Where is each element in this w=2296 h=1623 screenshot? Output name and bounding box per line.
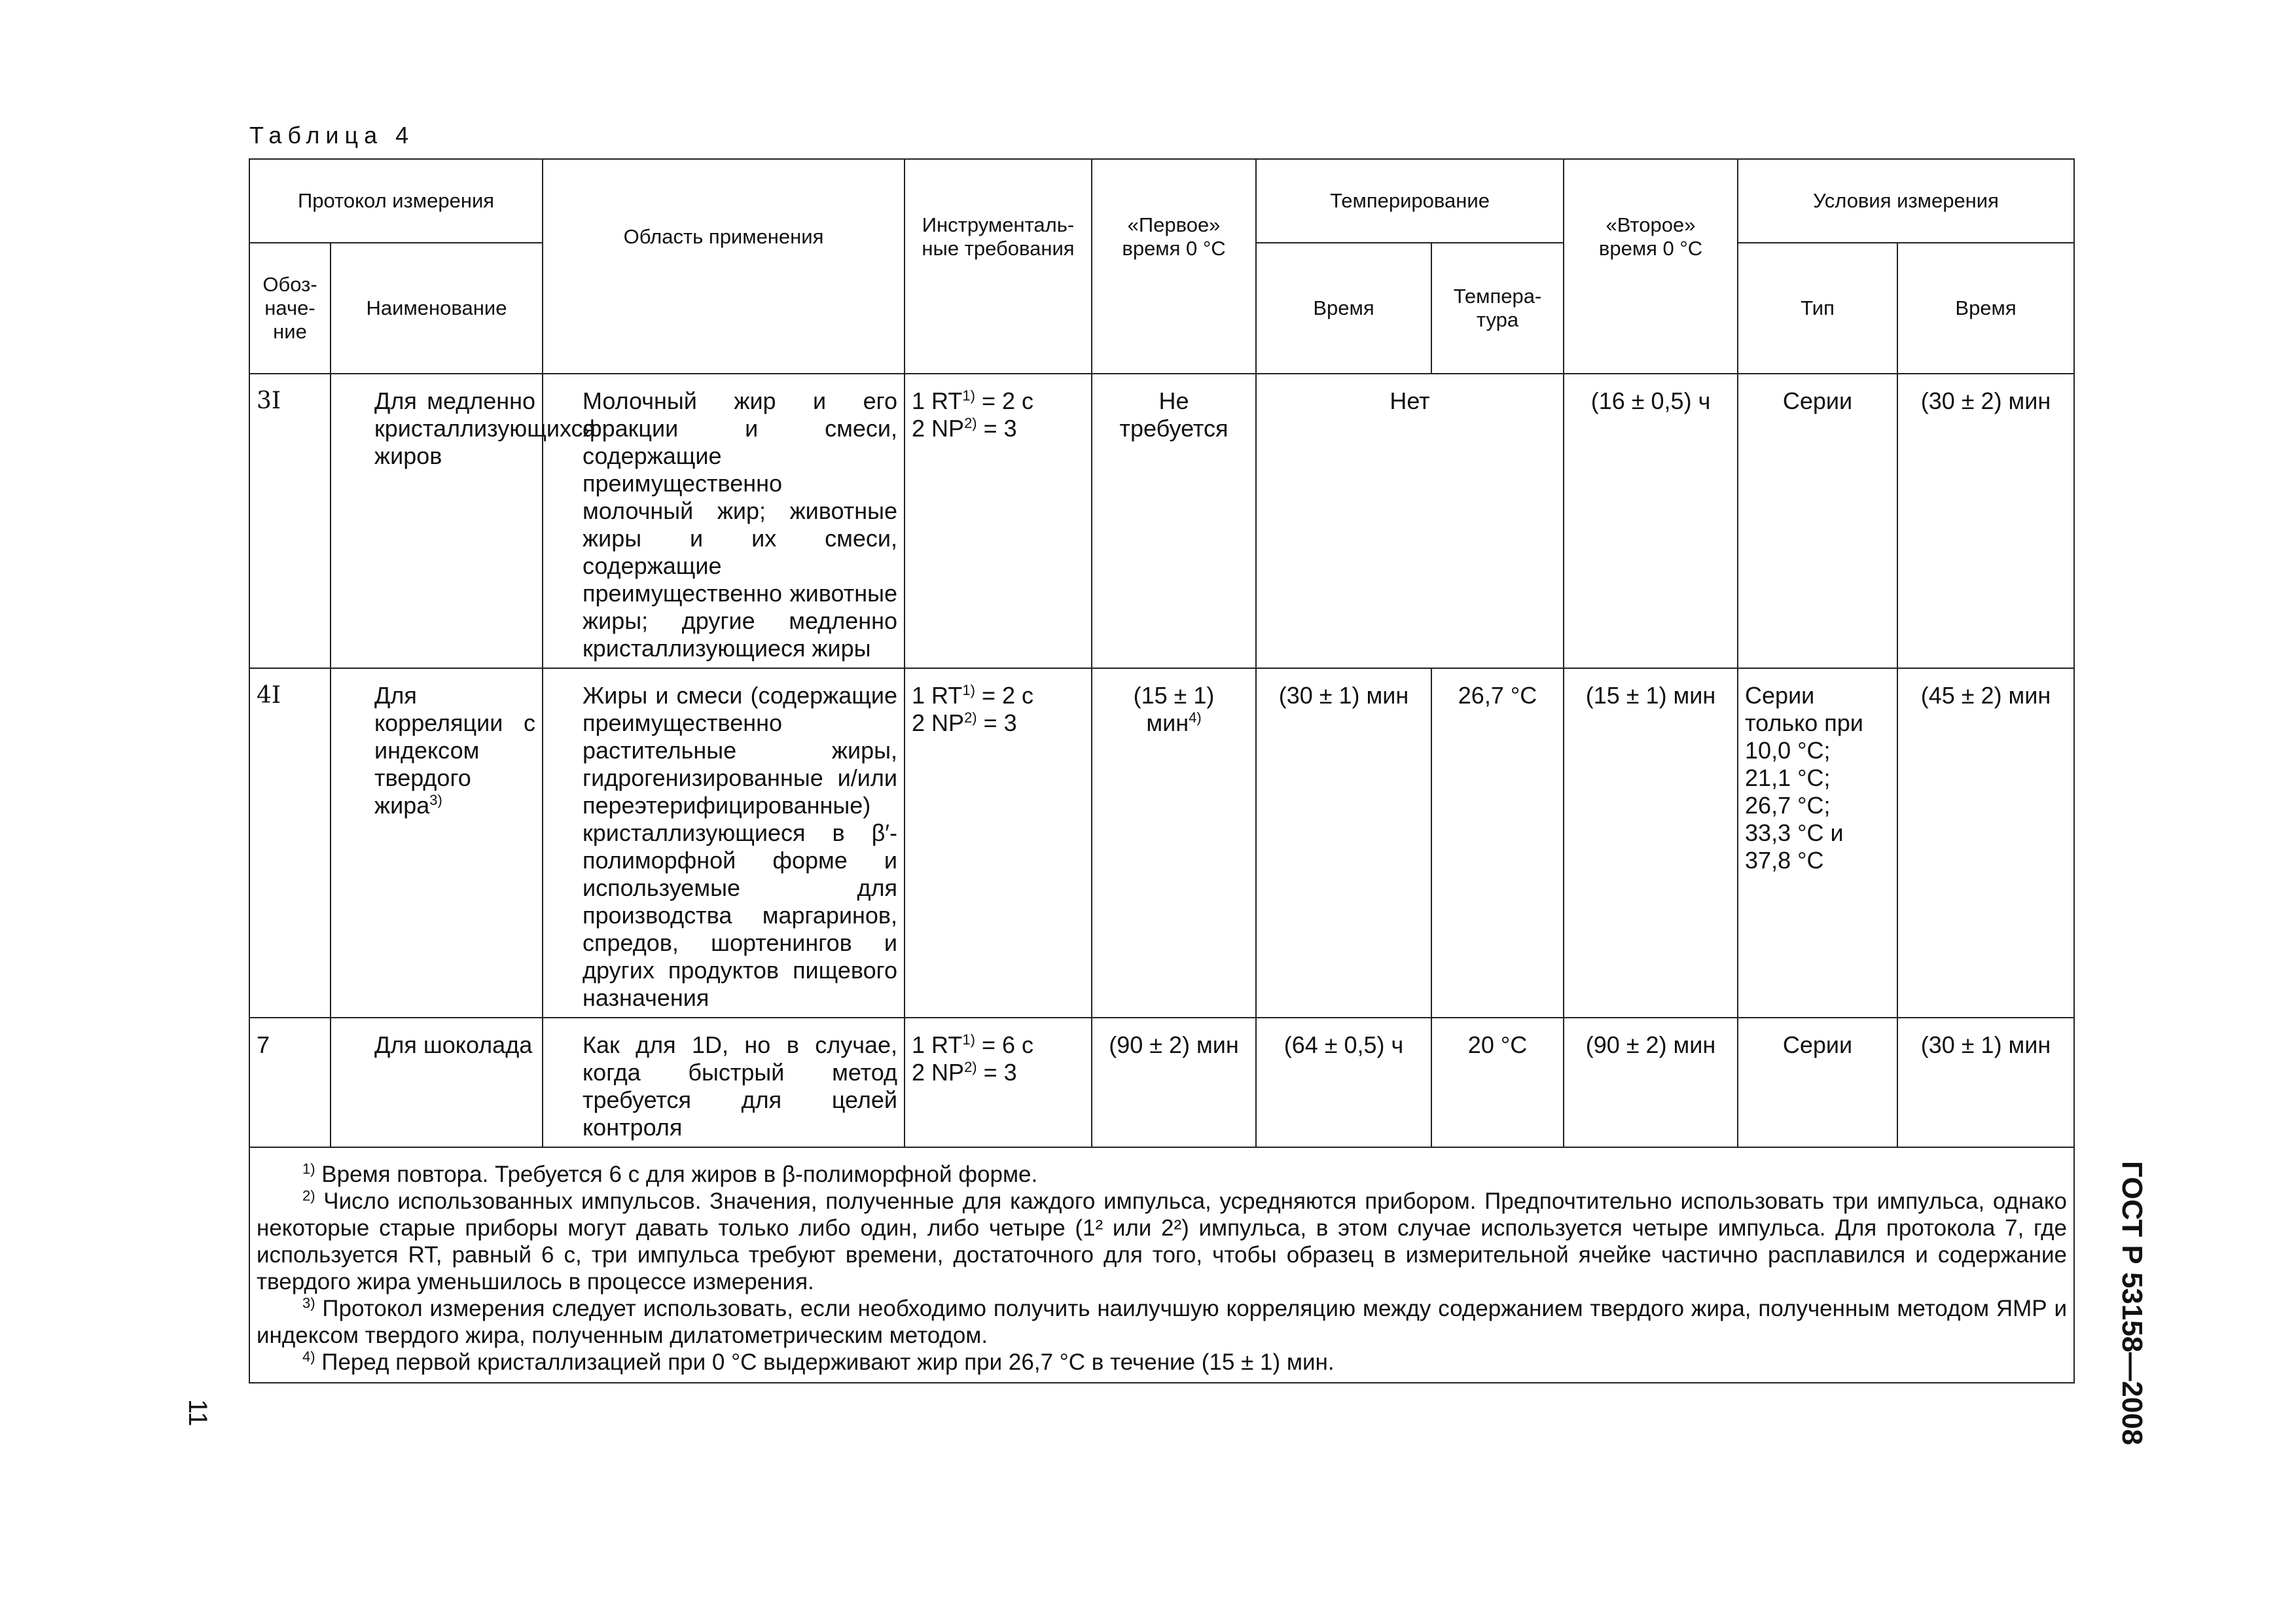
footnote-mark: 3) (302, 1294, 315, 1311)
header-designation (249, 243, 331, 374)
row-temp-time: (64 ± 0,5) ч (1256, 1018, 1431, 1147)
cond-type-line: 26,7 °С; (1745, 792, 1831, 819)
cond-type-line: только при (1745, 709, 1863, 736)
row-cond-time: (30 ± 1) мин (1897, 1018, 2074, 1147)
rt-label: 1 RT (912, 1031, 963, 1058)
footnotes-row (249, 1147, 2074, 1383)
footnote-ref: 3) (429, 792, 442, 808)
row-name: Для медленно кристаллизующихся жиров (331, 374, 543, 668)
footnote-ref: 2) (964, 415, 977, 431)
header-first-time-line: время 0 °С (1122, 237, 1226, 260)
header-scope: Область применения (543, 159, 905, 374)
row-second-time: (16 ± 0,5) ч (1564, 374, 1738, 668)
row-instrument (905, 668, 1092, 1018)
cond-type-line: 10,0 °С; (1745, 737, 1831, 764)
header-designation-line: ние (273, 320, 307, 343)
row-designation: 3I (249, 374, 331, 668)
footnote (257, 1188, 2067, 1295)
np-label: 2 NP (912, 1059, 965, 1086)
first-time-text: (15 ± 1) мин (1133, 682, 1215, 736)
rt-label: 1 RT (912, 682, 963, 709)
np-value: = 3 (977, 415, 1017, 442)
header-protocol: Протокол измерения (249, 159, 543, 243)
header-designation-line: Обоз- (262, 273, 317, 296)
footnote-mark: 1) (302, 1160, 315, 1177)
header-conditions: Условия измерения (1738, 159, 2074, 243)
rt-label: 1 RT (912, 387, 963, 414)
footnote-ref: 2) (964, 1059, 977, 1075)
row-cond-type (1738, 668, 1897, 1018)
footnote-text: Протокол измерения следует использовать, если необходимо получить наилучшую корреляцию между содержанием твердого жира, полученным методом ЯМР и индексом твердого жира, полученным дилатометрическим методом. (257, 1296, 2068, 1348)
footnote-ref: 2) (964, 709, 977, 726)
np-value: = 3 (977, 1059, 1017, 1086)
header-name: Наименование (331, 243, 543, 374)
cond-type-line: 33,3 °С и (1745, 819, 1844, 846)
cond-type-line: 21,1 °С; (1745, 764, 1831, 791)
page-number: 11 (183, 1399, 212, 1427)
row-second-time: (90 ± 2) мин (1564, 1018, 1738, 1147)
rt-value: = 6 с (975, 1031, 1034, 1058)
row-tempering-merged: Нет (1256, 374, 1564, 668)
header-first-time-line: «Первое» (1127, 213, 1221, 236)
footnote-mark: 4) (302, 1348, 315, 1365)
footnote-ref: 1) (962, 1031, 975, 1048)
header-temp-temperature (1431, 243, 1564, 374)
cond-type-line: 37,8 °С (1745, 847, 1824, 874)
row-cond-type: Серии (1738, 1018, 1897, 1147)
row-cond-time: (45 ± 2) мин (1897, 668, 2074, 1018)
header-temperature-line: тура (1476, 308, 1519, 331)
header-designation-line: наче- (264, 296, 315, 319)
row-first-time: Не требуется (1092, 374, 1256, 668)
header-temperature-line: Темпера- (1453, 285, 1542, 308)
footnote-ref: 4) (1189, 709, 1202, 726)
header-first-time (1092, 159, 1256, 374)
row-cond-type: Серии (1738, 374, 1897, 668)
footnote-mark: 2) (302, 1187, 315, 1204)
row-temp-time: (30 ± 1) мин (1256, 668, 1431, 1018)
np-value: = 3 (977, 709, 1017, 736)
rt-value: = 2 с (975, 387, 1034, 414)
gost-standard-number: ГОСТ Р 53158—2008 (2116, 1161, 2148, 1446)
footnote-ref: 1) (962, 387, 975, 404)
row-name: Для шоколада (331, 1018, 543, 1147)
header-instrument-line: Инструменталь- (922, 213, 1075, 236)
row-scope: Как для 1D, но в случае, когда быстрый метод требуется для целей контроля (543, 1018, 905, 1147)
header-cond-time: Время (1897, 243, 2074, 374)
np-label: 2 NP (912, 415, 965, 442)
row-scope: Жиры и смеси (содержащие преимущественно растительные жиры, гидрогенизированные и/или переэтерифицированные) кристаллизующиеся в β′-полиморфной форме и используемые для производства маргаринов, спредов, шортенингов и других продуктов пищевого назначения (543, 668, 905, 1018)
cond-type-line: Серии (1745, 682, 1815, 709)
np-label: 2 NP (912, 709, 965, 736)
row-second-time: (15 ± 1) мин (1564, 668, 1738, 1018)
footnote (257, 1349, 2067, 1376)
header-cond-type: Тип (1738, 243, 1897, 374)
header-second-time-line: «Второе» (1605, 213, 1696, 236)
header-instrument-line: ные требования (922, 237, 1075, 260)
row-name (331, 668, 543, 1018)
table-row (249, 1018, 2074, 1147)
header-temp-time: Время (1256, 243, 1431, 374)
header-second-time-line: время 0 °С (1598, 237, 1703, 260)
row-first-time: (90 ± 2) мин (1092, 1018, 1256, 1147)
row-instrument (905, 374, 1092, 668)
protocol-table (249, 158, 2075, 1383)
table-row (249, 374, 2074, 668)
row-temp-temperature: 26,7 °С (1431, 668, 1564, 1018)
header-second-time (1564, 159, 1738, 374)
footnote-text: Число использованных импульсов. Значения, полученные для каждого импульса, усредняются прибором. Предпочтительно использовать три импульса, однако некоторые старые приборы могут давать только либо один, либо четыре (1² или 2²) импульса, в этом случае используется четыре импульса. Для протокола 7, где используется RT, равный 6 с, три импульса требуют времени, достаточного для того, чтобы образец в измерительной ячейке частично расплавился и содержание твердого жира уменьшилось в процессе измерения. (257, 1188, 2068, 1294)
row-first-time (1092, 668, 1256, 1018)
table-caption: Таблица 4 (249, 122, 415, 149)
footnote-ref: 1) (962, 682, 975, 698)
footnotes (249, 1147, 2074, 1383)
footnote-text: Время повтора. Требуется 6 с для жиров в β-полиморфной форме. (321, 1162, 1038, 1187)
footnote-text: Перед первой кристаллизацией при 0 °С выдерживают жир при 26,7 °С в течение (15 ± 1) мин. (321, 1349, 1335, 1375)
header-tempering: Темперирование (1256, 159, 1564, 243)
row-instrument (905, 1018, 1092, 1147)
footnote (257, 1295, 2067, 1349)
footnote (257, 1161, 2067, 1188)
row-name-text: Для корреляции с индексом твердого жира (374, 682, 536, 819)
row-designation: 7 (249, 1018, 331, 1147)
row-designation: 4I (249, 668, 331, 1018)
row-cond-time: (30 ± 2) мин (1897, 374, 2074, 668)
header-instrument (905, 159, 1092, 374)
table-row (249, 668, 2074, 1018)
row-temp-temperature: 20 °С (1431, 1018, 1564, 1147)
rt-value: = 2 с (975, 682, 1034, 709)
row-scope: Молочный жир и его фракции и смеси, содержащие преимущественно молочный жир; животные жиры и их смеси, содержащие преимущественно животные жиры; другие медленно кристаллизующиеся жиры (543, 374, 905, 668)
